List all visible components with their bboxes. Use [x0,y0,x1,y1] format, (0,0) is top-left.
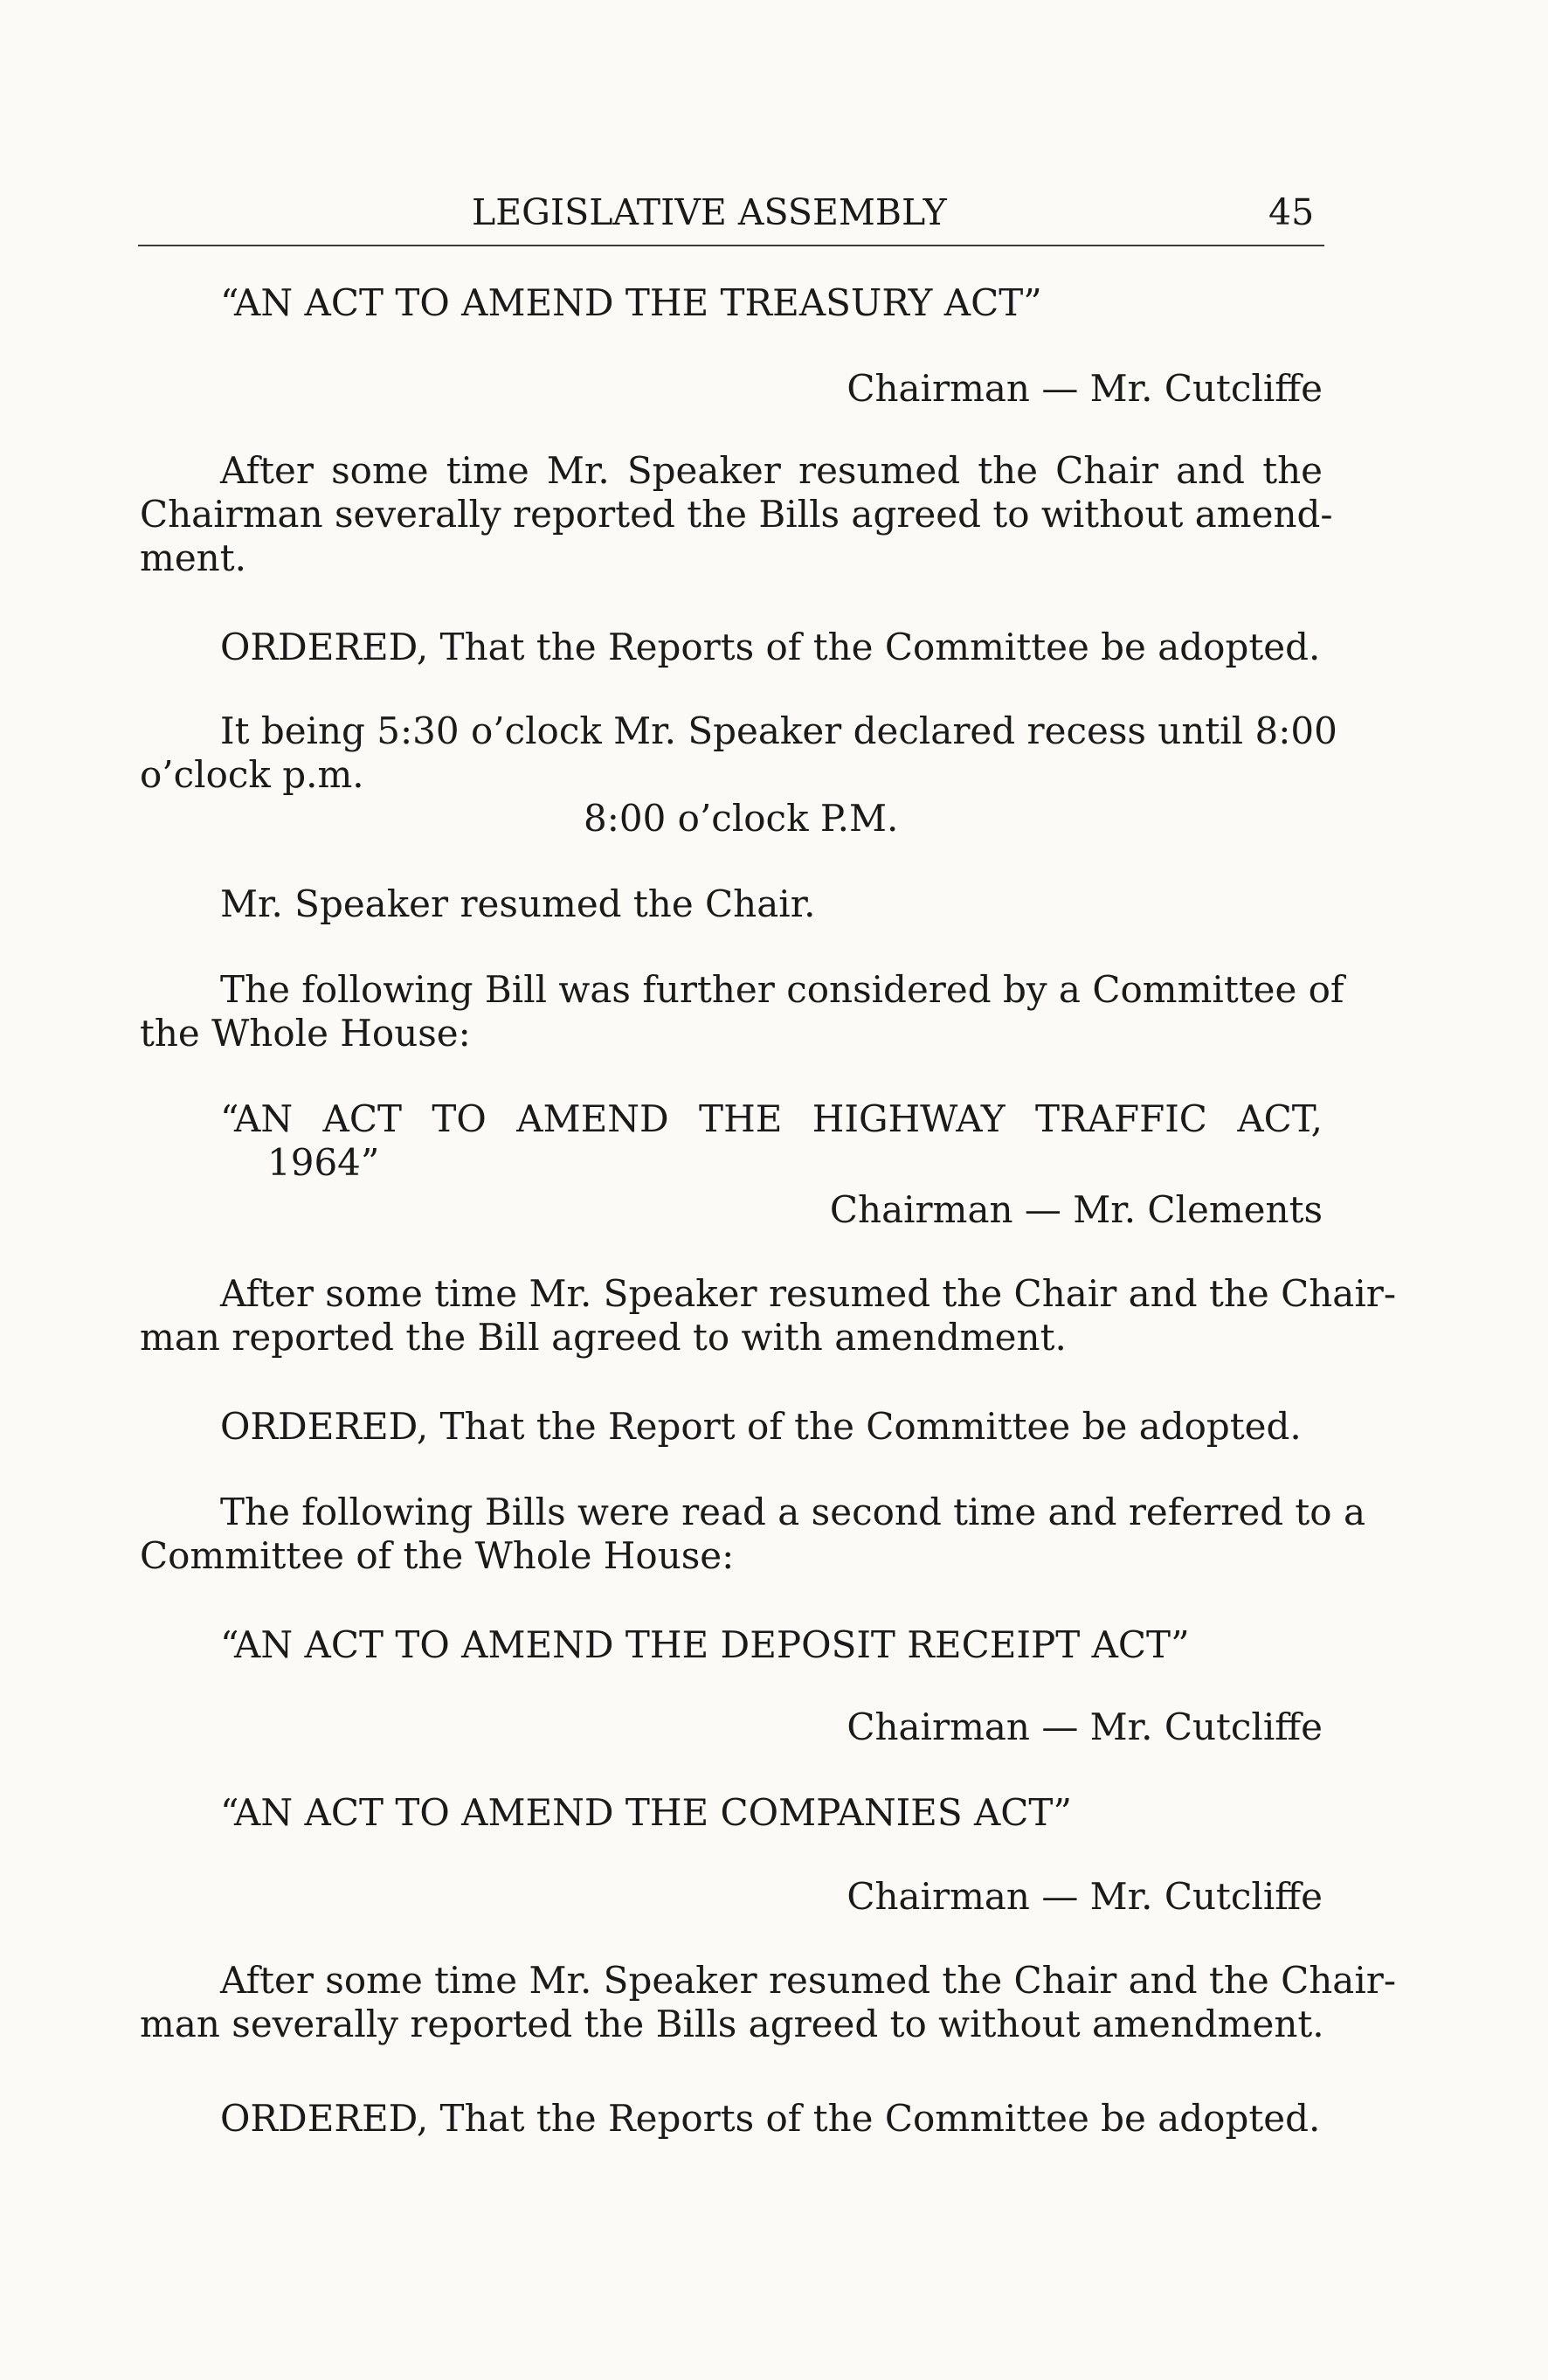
paragraph-text-line: After some time Mr. Speaker resumed the Chair and the Chair- [220,1272,1397,1315]
paragraph-text-line: Chairman severally reported the Bills agreed to without amend- [140,493,1333,536]
chairman-line-companies: Chairman — Mr. Cutcliffe [847,1875,1323,1918]
paragraph-text-line: After some time Mr. Speaker resumed the Chair and the [220,449,1323,492]
bill-title-companies: “AN ACT TO AMEND THE COMPANIES ACT” [220,1791,1072,1834]
running-header-title: LEGISLATIVE ASSEMBLY [472,191,947,233]
paragraph-text-line: ment. [140,536,246,579]
paragraph-text-line: o’clock p.m. [140,753,364,796]
speaker-resumed-line: Mr. Speaker resumed the Chair. [220,882,816,925]
ordered-motion: ORDERED, That the Report of the Committee be adopted. [220,1405,1302,1448]
bill-title-treasury: “AN ACT TO AMEND THE TREASURY ACT” [220,281,1042,324]
paragraph-text-line: Committee of the Whole House: [140,1534,735,1577]
paragraph-text-line: The following Bills were read a second time and referred to a [220,1491,1365,1533]
chairman-line-highway: Chairman — Mr. Clements [829,1188,1323,1231]
paragraph-text-line: man severally reported the Bills agreed to without amendment. [140,2003,1324,2045]
bill-title-highway: “AN ACT TO AMEND THE HIGHWAY TRAFFIC ACT, [220,1097,1323,1140]
ordered-motion: ORDERED, That the Reports of the Committee be adopted. [220,2097,1321,2140]
paragraph-text-line: man reported the Bill agreed to with amendment. [140,1316,1067,1359]
page-number: 45 [1268,191,1315,233]
chairman-line-treasury: Chairman — Mr. Cutcliffe [847,367,1323,410]
paragraph-text-line: the Whole House: [140,1012,471,1055]
paragraph-text-line: It being 5:30 o’clock Mr. Speaker declared recess until 8:00 [220,709,1337,752]
header-rule [138,245,1324,246]
paragraph-text-line: After some time Mr. Speaker resumed the Chair and the Chair- [220,1959,1397,2002]
ordered-motion: ORDERED, That the Reports of the Committee be adopted. [220,626,1321,668]
bill-title-deposit-receipt: “AN ACT TO AMEND THE DEPOSIT RECEIPT ACT” [220,1623,1190,1666]
chairman-line-deposit-receipt: Chairman — Mr. Cutcliffe [847,1705,1323,1748]
paragraph-text-line: The following Bill was further considered by a Committee of [220,968,1344,1011]
time-heading: 8:00 o’clock P.M. [584,797,899,840]
bill-title-highway-continued: 1964” [267,1141,380,1184]
